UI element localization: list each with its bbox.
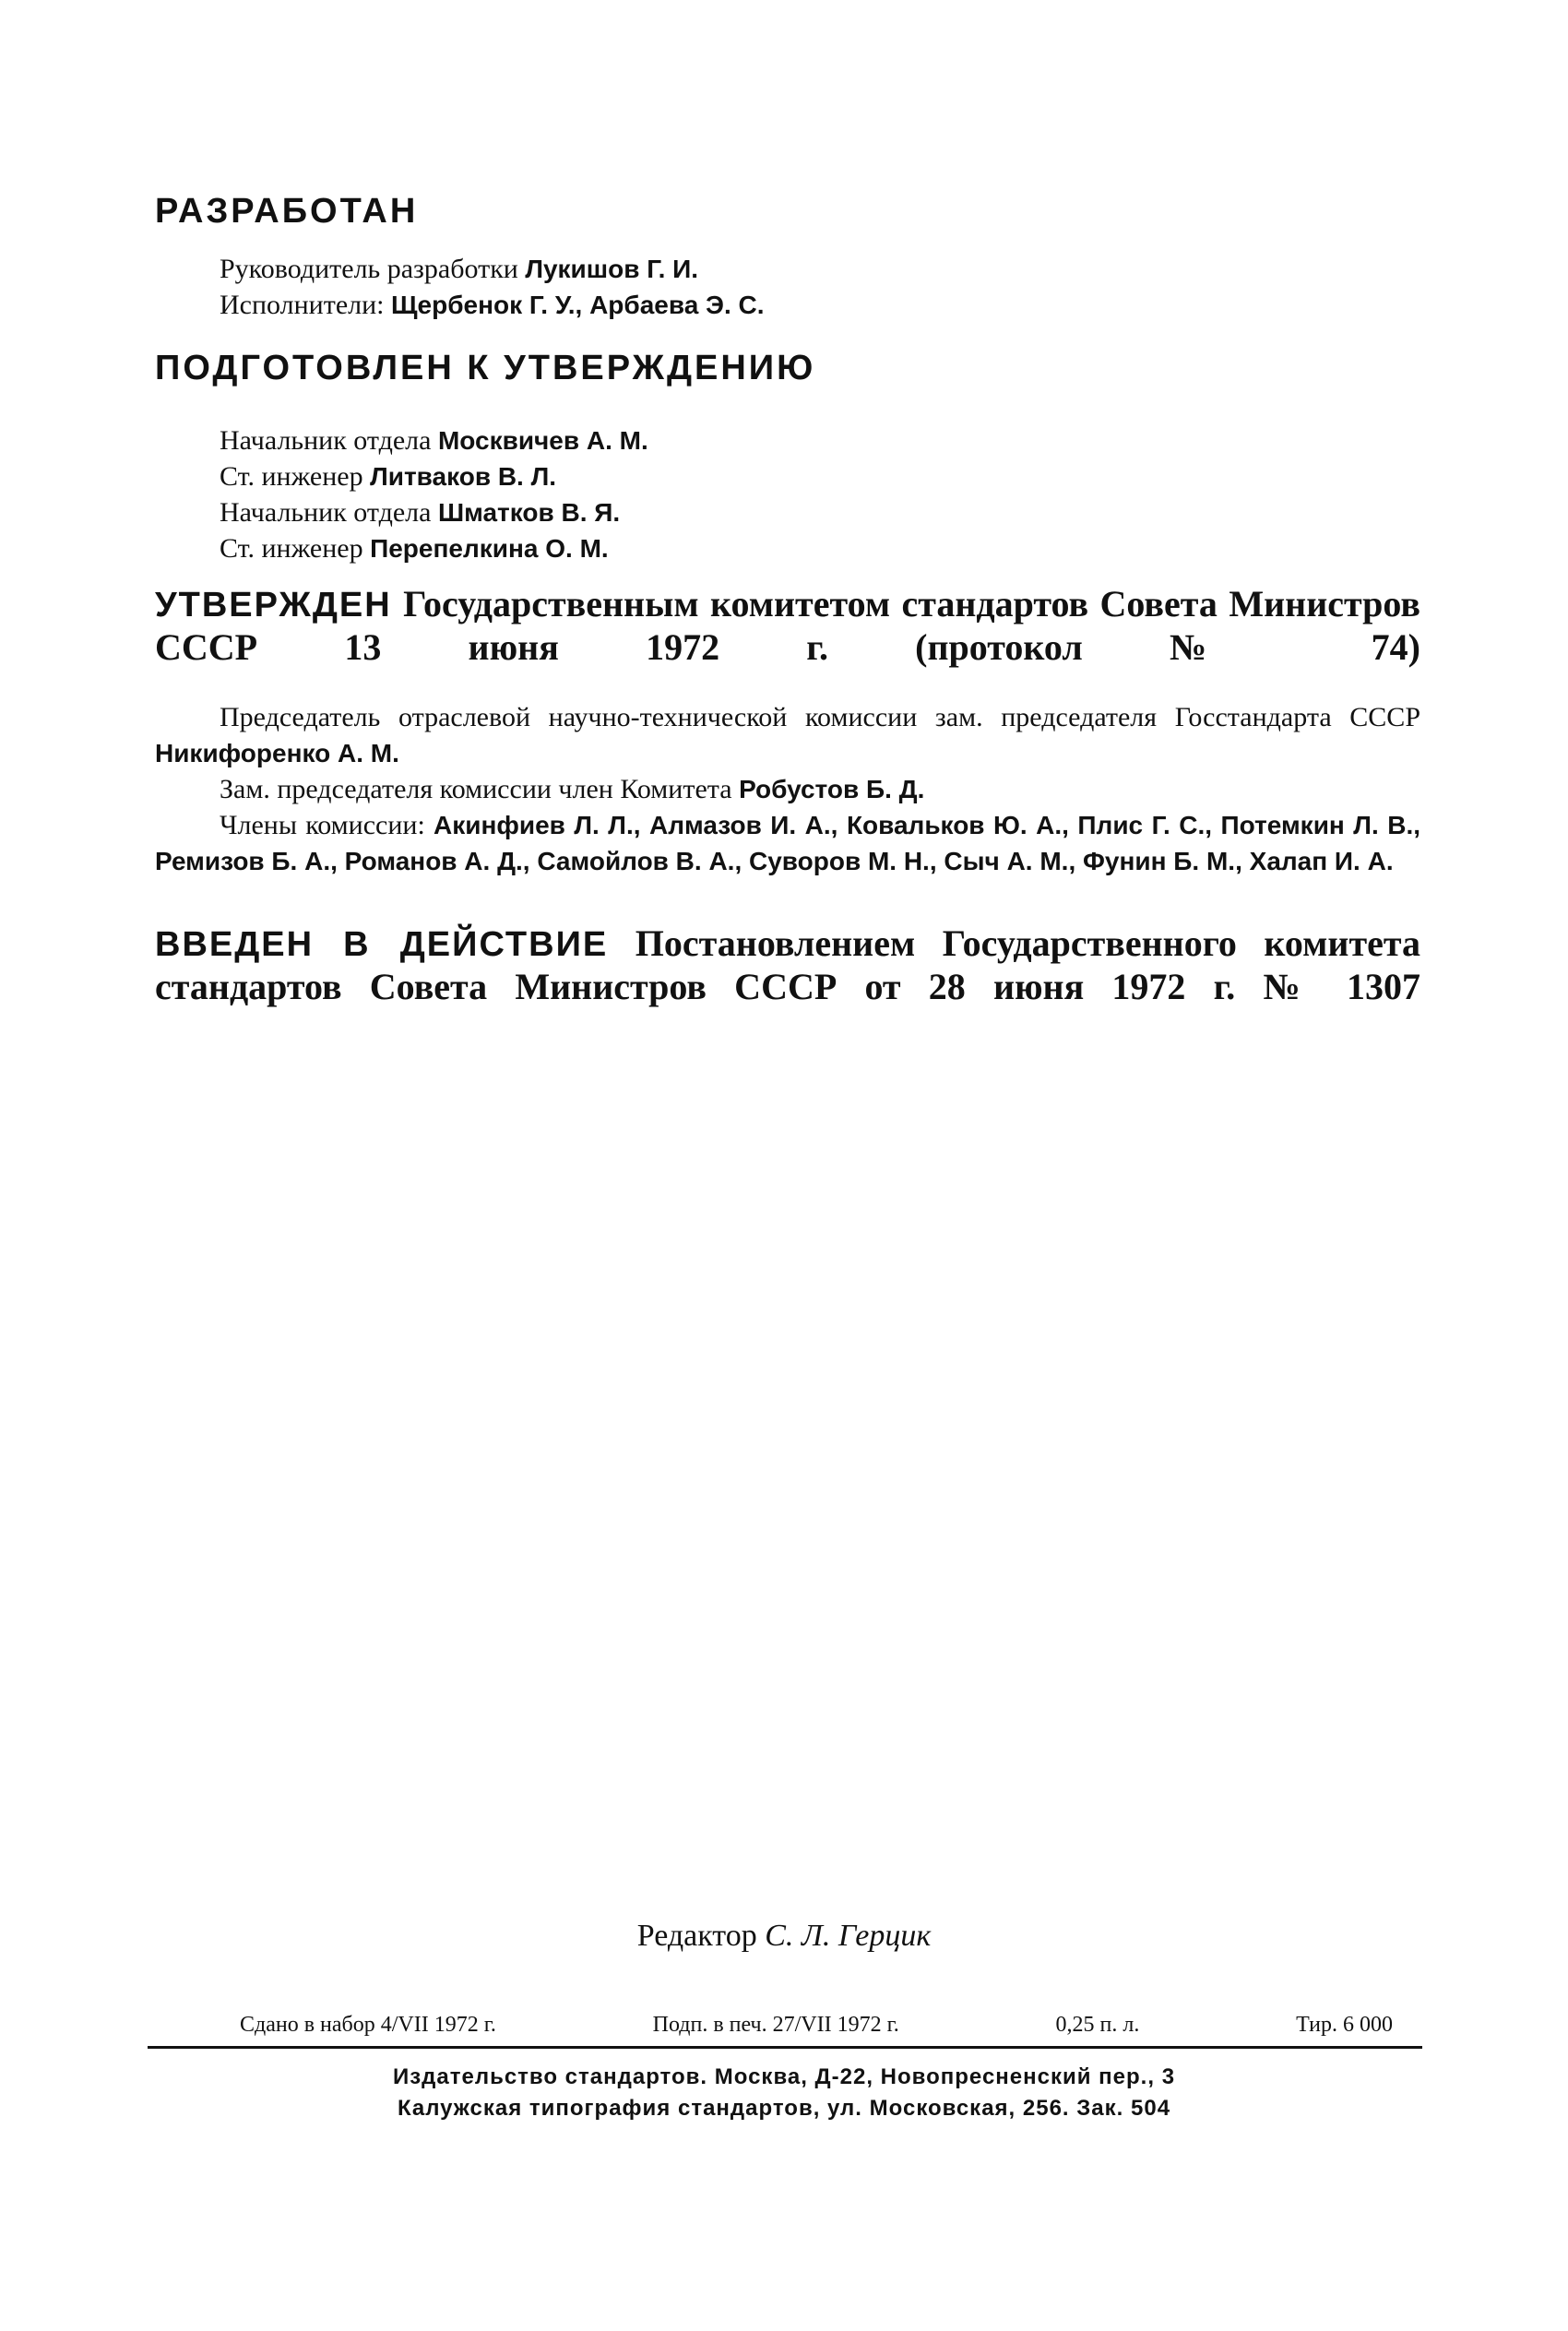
chair-name: Никифоренко А. М. [155,739,399,767]
print-info-line [240,2013,1393,2038]
editor-name: С. Л. Герцик [765,1919,932,1953]
approved-paragraph [155,583,1420,669]
typeset-date: Сдано в набор 4/VII 1972 г. [240,2013,496,2037]
person-name: Лукишов Г. И. [525,255,699,283]
role-label: Начальник отдела [220,425,432,456]
enacted-text: Постановлением Государственного комитета стандартов Совета Министров СССР от 28 июня 1972 г. № 1307 [155,922,1420,1007]
role-label: Ст. инженер [220,533,363,564]
developed-line [220,251,765,287]
person-name: Литваков В. Л. [370,462,557,491]
signed-date: Подп. в печ. 27/VII 1972 г. [652,2013,899,2037]
publisher-line: Издательство стандартов. Москва, Д-22, Новопресненский пер., 3 [392,2064,1176,2089]
printer-line: Калужская типография стандартов, ул. Московская, 256. Зак. 504 [397,2096,1171,2121]
enacted-paragraph [155,922,1420,1008]
role-label: Ст. инженер [220,461,363,492]
prepared-line [220,530,648,566]
members-label: Члены комиссии: [220,810,425,840]
person-name: Перепелкина О. М. [370,534,609,563]
members-names: Акинфиев Л. Л., Алмазов И. А., Ковальков Ю. А., Плис Г. С., Потемкин Л. В., Ремизов Б. А., Романов А. Д., Самойлов В. А., Суворов М. Н., Сыч А. М., Фунин Б. М., Халап И. А. [155,811,1421,875]
editor-label: Редактор [636,1919,757,1953]
enacted-keyword: ВВЕДЕН В ДЕЙСТВИЕ [155,925,609,964]
divider-rule [148,2046,1422,2049]
commission-deputy [155,771,1420,807]
prepared-line [220,458,648,494]
person-name: Москвичев А. М. [437,426,648,455]
person-name: Шматков В. Я. [437,498,621,527]
prepared-heading: ПОДГОТОВЛЕН К УТВЕРЖДЕНИЮ [155,349,816,387]
commission-chair [155,699,1420,771]
role-label: Исполнители: [220,290,385,320]
commission-members [155,807,1420,879]
approved-keyword: УТВЕРЖДЕН [155,586,392,624]
approved-text: Государственным комитетом стандартов Совета Министров СССР 13 июня 1972 г. (протокол № 74) [155,583,1420,668]
prepared-line [220,494,648,530]
deputy-name: Робустов Б. Д. [739,775,925,803]
prepared-line [220,422,648,458]
print-run: Тир. 6 000 [1296,2013,1393,2037]
developed-list [220,251,765,323]
role-label: Начальник отдела [220,497,432,528]
sheet-count: 0,25 п. л. [1055,2013,1140,2037]
prepared-list [220,422,648,566]
editor-credit [0,1919,1568,1954]
role-label: Руководитель разработки [220,254,518,284]
person-name: Щербенок Г. У., Арбаева Э. С. [391,291,765,319]
developed-line [220,287,765,323]
developed-heading: РАЗРАБОТАН [155,192,419,231]
chair-role: Председатель отраслевой научно-технической комиссии зам. председателя Госстандарта СССР [220,702,1420,732]
deputy-role: Зам. председателя комиссии член Комитета [220,774,732,804]
